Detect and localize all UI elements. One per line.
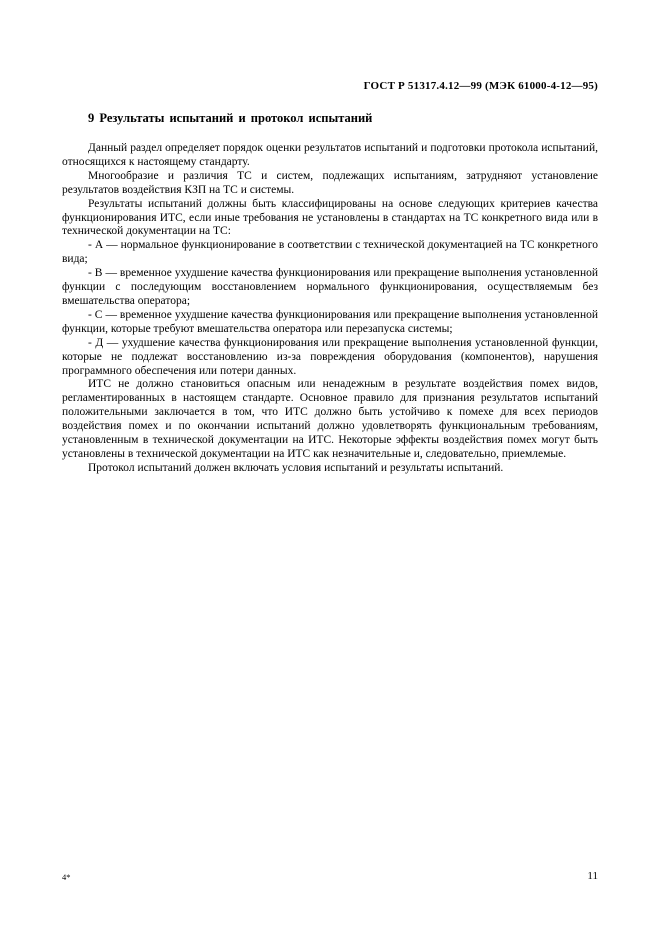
standard-designation: ГОСТ Р 51317.4.12—99 (МЭК 61000-4-12—95) — [363, 80, 598, 92]
criterion-b: - В — временное ухудшение качества функционирования или прекращение выполнения установленной функции с последующим восстановлением нормального функционирования, осуществляемым без вмешательства оператора; — [62, 267, 598, 307]
page-footer — [62, 870, 598, 882]
criterion-d: - Д — ухудшение качества функционирования или прекращение выполнения установленной функции, которые не подлежат восстановлению из-за повреждения оборудования (компонентов), нарушения программного обеспечения или потери данных. — [62, 336, 598, 377]
paragraph-intro: Данный раздел определяет порядок оценки результатов испытаний и подготовки протокола испытаний, относящихся к настоящему стандарту. — [62, 142, 598, 168]
paragraph-protocol: Протокол испытаний должен включать условия испытаний и результаты испытаний. — [88, 461, 504, 474]
paragraph-criteria-intro: Результаты испытаний должны быть классифицированы на основе следующих критериев качества функционирования ИТС, если иные требования не установлены в стандартах на ТС конкретного вида или в технической документации на ТС: — [62, 197, 598, 238]
section-title: 9 Результаты испытаний и протокол испытаний — [88, 111, 373, 125]
paragraph-safety-rule: ИТС не должно становиться опасным или ненадежным в результате воздействия помех видов, регламентированных в настоящем стандарте. Основное правило для признания результатов испытаний положительными заключается в том, что ИТС должно быть устойчиво к помехе для всех периодов воздействия помех и по окончании испытаний должно удовлетворять функциональным требованиям, установленным в технической документации на ИТС. Некоторые эффекты воздействия помех могут быть установлены в технической документации на ИТС как незначительные и, следовательно, приемлемые. — [62, 378, 598, 460]
running-header — [62, 80, 598, 92]
criterion-c: - С — временное ухудшение качества функционирования или прекращение выполнения установленной функции, которые требуют вмешательства оператора или перезапуска системы; — [62, 308, 598, 335]
criterion-a: - А — нормальное функционирование в соответствии с технической документацией на ТС конкретного вида; — [62, 239, 598, 266]
section-body — [62, 142, 598, 476]
paragraph-variety: Многообразие и различия ТС и систем, подлежащих испытаниям, затрудняют установление результатов воздействия КЗП на ТС и системы. — [62, 169, 598, 196]
signature-mark: 4* — [62, 872, 71, 882]
page-number: 11 — [587, 870, 598, 882]
